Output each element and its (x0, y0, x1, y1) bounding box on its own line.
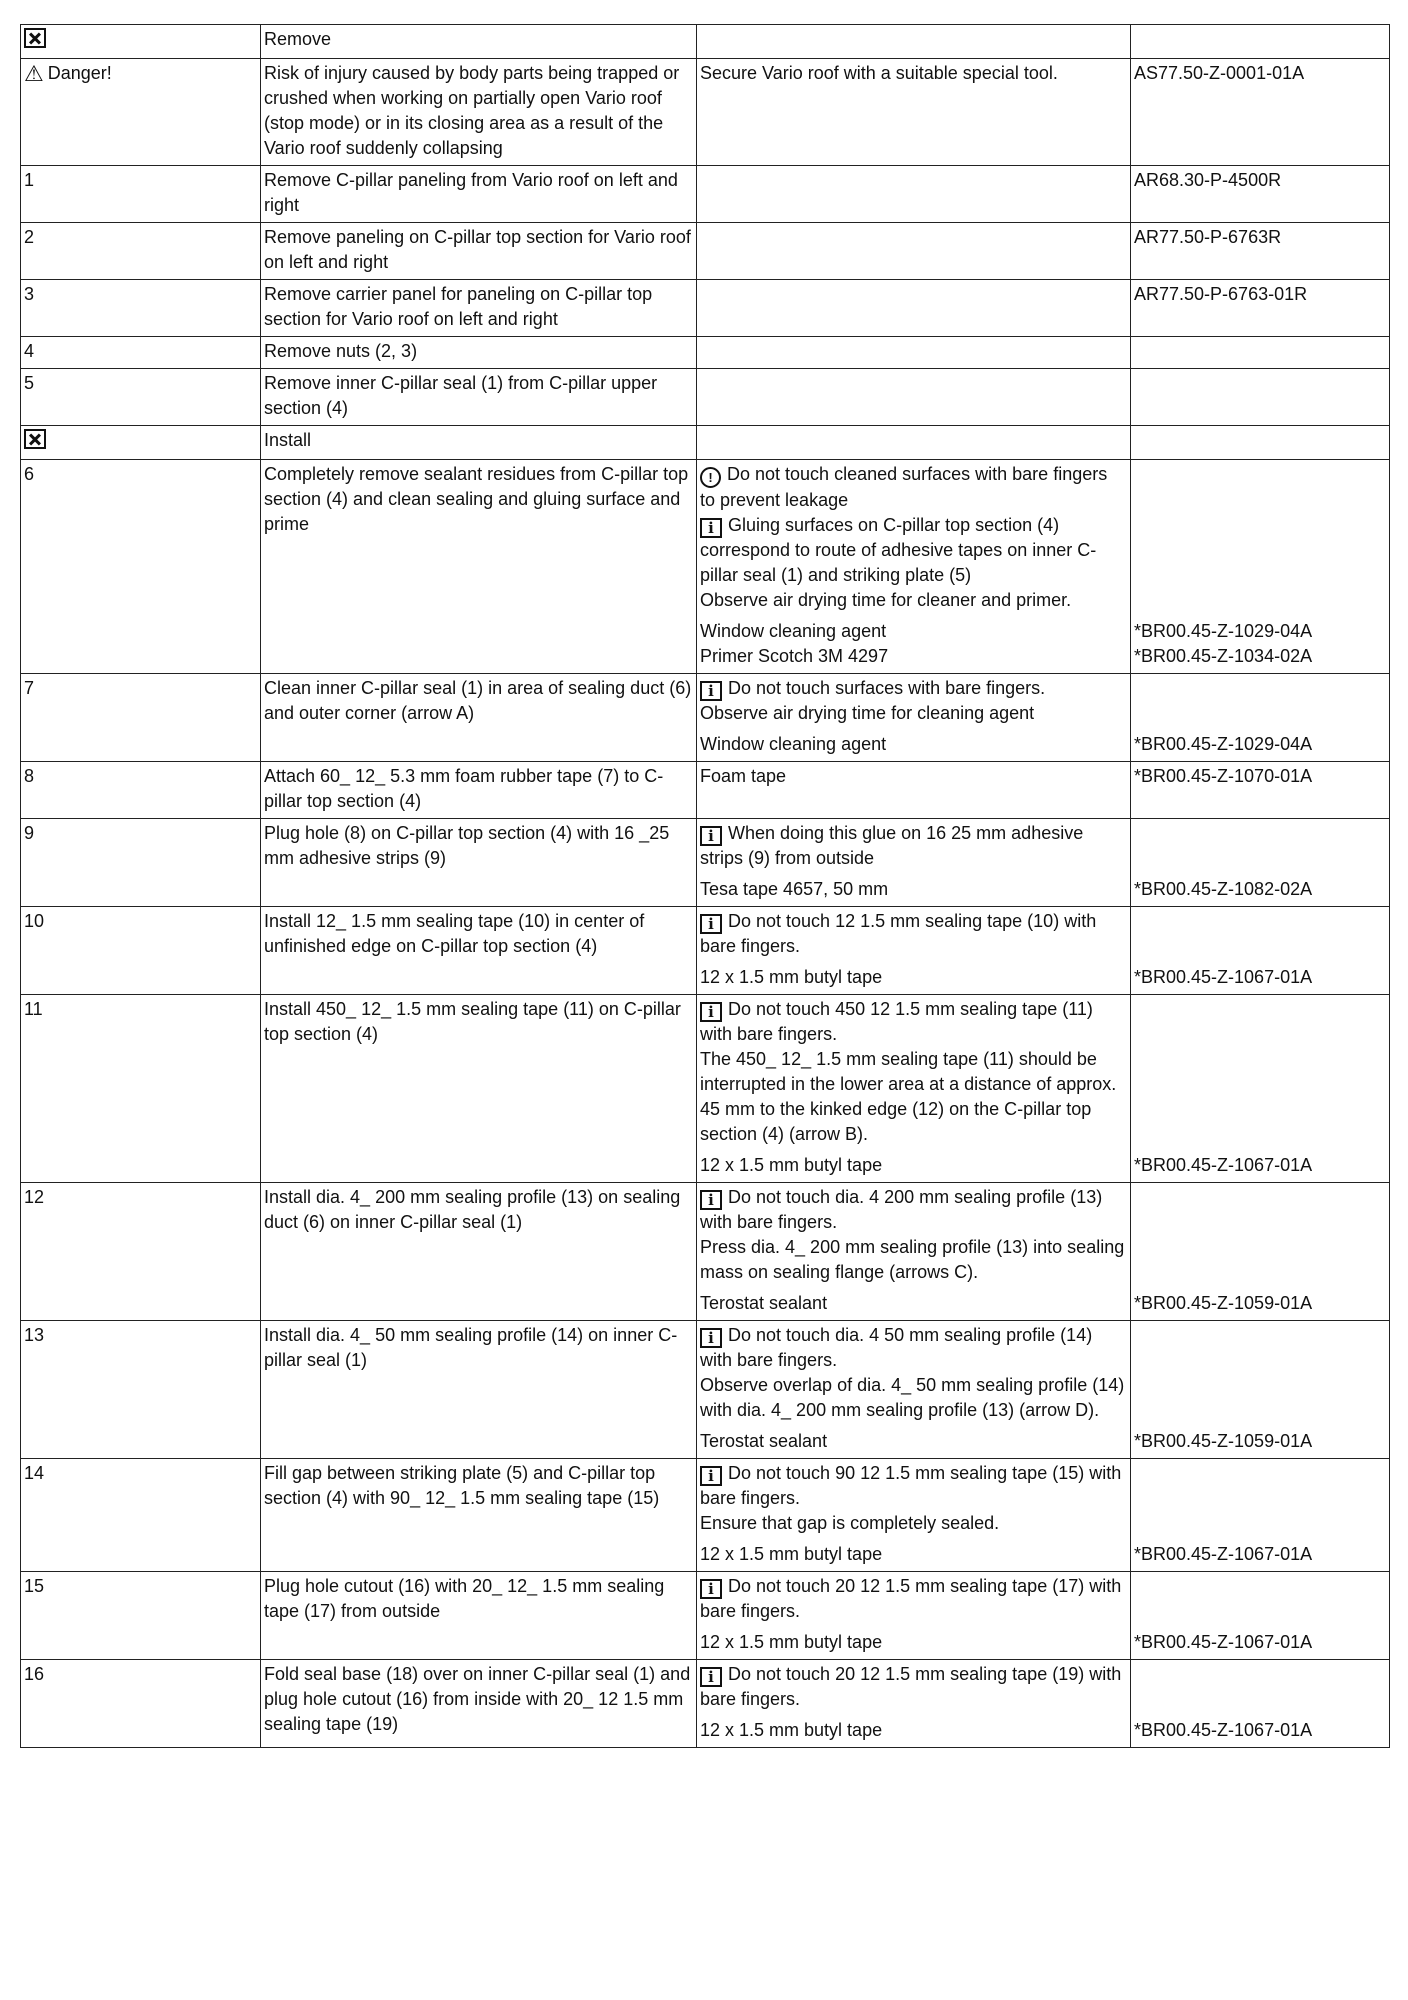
material-ref: *BR00.45-Z-1082-02A (1134, 879, 1313, 899)
step-text-cell (261, 907, 697, 995)
info-icon: i (700, 1667, 722, 1687)
step-ref-cell (1131, 369, 1390, 426)
step-text: Clean inner C-pillar seal (1) in area of sealing duct (6) and outer corner (arrow A) (264, 678, 692, 723)
empty-cell (1131, 426, 1390, 460)
material-ref: *BR00.45-Z-1067-01A (1134, 1155, 1313, 1175)
material-ref: *BR00.45-Z-1034-02A (1134, 646, 1313, 666)
section-row-remove (21, 25, 1390, 59)
step-number: 10 (24, 911, 45, 931)
step-text-cell (261, 819, 697, 907)
info-note (700, 1574, 1127, 1624)
step-text-cell (261, 1321, 697, 1459)
step-number: 14 (24, 1463, 45, 1483)
material-ref: *BR00.45-Z-1070-01A (1134, 766, 1313, 786)
step-number: 8 (24, 766, 35, 786)
section-row-install (21, 426, 1390, 460)
step-ref-cell (1131, 1459, 1390, 1572)
material-ref: *BR00.45-Z-1029-04A (1134, 734, 1313, 754)
step-text-cell (261, 337, 697, 369)
step-note-cell (697, 1321, 1131, 1459)
material-name: 12 x 1.5 mm butyl tape (700, 1155, 883, 1175)
step-text: Plug hole cutout (16) with 20_ 12_ 1.5 mm sealing tape (17) from outside (264, 1576, 665, 1621)
info-icon: i (700, 914, 722, 934)
material-name: 12 x 1.5 mm butyl tape (700, 1720, 883, 1740)
step-number-cell (21, 460, 261, 674)
step-ref-cell (1131, 1572, 1390, 1660)
step-text: Remove nuts (2, 3) (264, 341, 418, 361)
step-text-cell (261, 674, 697, 762)
danger-note: Secure Vario roof with a suitable special tool. (700, 63, 1058, 83)
step-text-cell (261, 166, 697, 223)
step-text: Install dia. 4_ 200 mm sealing profile (13) on sealing duct (6) on inner C-pillar seal (1) (264, 1187, 681, 1232)
step-number: 12 (24, 1187, 45, 1207)
step-number: 5 (24, 373, 35, 393)
info-note-text: Do not touch dia. 4 50 mm sealing profile (14) with bare fingers. (700, 1325, 1093, 1370)
step-note-cell (697, 907, 1131, 995)
procedure-table (20, 24, 1390, 1748)
step-number: 13 (24, 1325, 45, 1345)
step-row (21, 280, 1390, 337)
step-number: 3 (24, 284, 35, 304)
step-number-cell (21, 762, 261, 819)
step-note-cell (697, 223, 1131, 280)
step-row (21, 1572, 1390, 1660)
step-row (21, 995, 1390, 1183)
step-number-cell (21, 1572, 261, 1660)
info-icon: i (700, 1190, 722, 1210)
step-ref-cell (1131, 762, 1390, 819)
step-note-cell (697, 1459, 1131, 1572)
step-note-cell (697, 337, 1131, 369)
step-number: 2 (24, 227, 35, 247)
info-note-text: Do not touch surfaces with bare fingers. (728, 678, 1046, 698)
step-number-cell (21, 819, 261, 907)
info-icon: i (700, 518, 722, 538)
info-icon: i (700, 1002, 722, 1022)
section-label-cell (261, 426, 697, 460)
step-ref-cell (1131, 1183, 1390, 1321)
info-note (700, 1185, 1127, 1235)
material-ref: *BR00.45-Z-1067-01A (1134, 967, 1313, 987)
info-note (700, 513, 1127, 588)
step-ref-cell (1131, 166, 1390, 223)
step-ref-cell (1131, 1321, 1390, 1459)
section-label-cell (261, 25, 697, 59)
step-note-cell (697, 369, 1131, 426)
step-ref-cell (1131, 280, 1390, 337)
step-row (21, 762, 1390, 819)
material-name: Window cleaning agent (700, 734, 887, 754)
step-number: 9 (24, 823, 35, 843)
caution-icon: ! (700, 467, 721, 488)
step-text: Install dia. 4_ 50 mm sealing profile (14) on inner C-pillar seal (1) (264, 1325, 678, 1370)
info-note-text: Do not touch 20 12 1.5 mm sealing tape (17) with bare fingers. (700, 1576, 1122, 1621)
info-note-text: Gluing surfaces on C-pillar top section (4) correspond to route of adhesive tapes on inner C-pillar seal (1) and striking plate (5) (700, 515, 1097, 585)
step-number-cell (21, 166, 261, 223)
step-number: 11 (24, 999, 43, 1019)
step-note-cell (697, 995, 1131, 1183)
step-ref: AR77.50-P-6763R (1134, 227, 1282, 247)
danger-ref-cell (1131, 59, 1390, 166)
remove-tool-icon (24, 28, 46, 48)
info-note (700, 821, 1127, 871)
danger-ref: AS77.50-Z-0001-01A (1134, 63, 1305, 83)
step-row (21, 369, 1390, 426)
step-note-cell (697, 819, 1131, 907)
step-number-cell (21, 280, 261, 337)
empty-cell (697, 25, 1131, 59)
step-number-cell (21, 1321, 261, 1459)
danger-text: Risk of injury caused by body parts being trapped or crushed when working on partially open Vario roof (stop mode) or in its closing area as a result of the Vario roof suddenly collapsing (264, 63, 680, 158)
info-note (700, 676, 1127, 701)
info-note (700, 1461, 1127, 1511)
step-text-cell (261, 995, 697, 1183)
step-ref-cell (1131, 223, 1390, 280)
extra-note: Ensure that gap is completely sealed. (700, 1513, 1000, 1533)
step-row (21, 1183, 1390, 1321)
step-text: Completely remove sealant residues from C-pillar top section (4) and clean sealing and gluing surface and prime (264, 464, 689, 534)
step-text: Remove inner C-pillar seal (1) from C-pillar upper section (4) (264, 373, 658, 418)
step-text-cell (261, 1183, 697, 1321)
info-note (700, 909, 1127, 959)
step-row (21, 460, 1390, 674)
warning-triangle-icon: ⚠ (24, 61, 44, 86)
step-number: 15 (24, 1576, 45, 1596)
material-name: 12 x 1.5 mm butyl tape (700, 1544, 883, 1564)
step-ref: AR77.50-P-6763-01R (1134, 284, 1308, 304)
step-text-cell (261, 369, 697, 426)
material-ref: *BR00.45-Z-1059-01A (1134, 1431, 1313, 1451)
material-name: Terostat sealant (700, 1431, 828, 1451)
step-note-cell (697, 674, 1131, 762)
info-icon: i (700, 1328, 722, 1348)
step-note-cell (697, 1183, 1131, 1321)
step-number-cell (21, 369, 261, 426)
step-text-cell (261, 762, 697, 819)
empty-cell (697, 426, 1131, 460)
step-row (21, 1321, 1390, 1459)
extra-note: Press dia. 4_ 200 mm sealing profile (13) into sealing mass on sealing flange (arrows C). (700, 1237, 1125, 1282)
step-number-cell (21, 1660, 261, 1748)
step-number: 16 (24, 1664, 45, 1684)
step-text: Remove paneling on C-pillar top section for Vario roof on left and right (264, 227, 691, 272)
step-ref-cell (1131, 460, 1390, 674)
step-note-cell (697, 762, 1131, 819)
extra-note: Observe air drying time for cleaning agent (700, 703, 1035, 723)
caution-note (700, 462, 1127, 513)
step-number-cell (21, 907, 261, 995)
step-text: Remove carrier panel for paneling on C-pillar top section for Vario roof on left and right (264, 284, 653, 329)
step-number-cell (21, 1183, 261, 1321)
step-number-cell (21, 674, 261, 762)
step-row (21, 337, 1390, 369)
material-ref: *BR00.45-Z-1067-01A (1134, 1720, 1313, 1740)
step-note-cell (697, 460, 1131, 674)
step-row (21, 1459, 1390, 1572)
info-note-text: Do not touch 20 12 1.5 mm sealing tape (19) with bare fingers. (700, 1664, 1122, 1709)
step-text-cell (261, 1660, 697, 1748)
material-name: 12 x 1.5 mm butyl tape (700, 1632, 883, 1652)
step-ref-cell (1131, 907, 1390, 995)
step-ref: AR68.30-P-4500R (1134, 170, 1282, 190)
step-text: Plug hole (8) on C-pillar top section (4) with 16 _25 mm adhesive strips (9) (264, 823, 670, 868)
step-text-cell (261, 223, 697, 280)
step-number: 7 (24, 678, 35, 698)
danger-text-cell (261, 59, 697, 166)
step-ref-cell (1131, 337, 1390, 369)
step-number-cell (21, 1459, 261, 1572)
section-icon-cell (21, 426, 261, 460)
step-note-cell (697, 166, 1131, 223)
material-name: 12 x 1.5 mm butyl tape (700, 967, 883, 987)
info-note-text: Do not touch 90 12 1.5 mm sealing tape (15) with bare fingers. (700, 1463, 1122, 1508)
step-row (21, 907, 1390, 995)
info-note-text: When doing this glue on 16 25 mm adhesive strips (9) from outside (700, 823, 1084, 868)
empty-cell (1131, 25, 1390, 59)
step-note-cell (697, 1572, 1131, 1660)
info-note (700, 1662, 1127, 1712)
step-row (21, 674, 1390, 762)
step-text: Remove C-pillar paneling from Vario roof on left and right (264, 170, 678, 215)
material-ref: *BR00.45-Z-1067-01A (1134, 1544, 1313, 1564)
danger-label: Danger! (47, 63, 112, 83)
info-icon: i (700, 1466, 722, 1486)
danger-row (21, 59, 1390, 166)
step-note-cell (697, 1660, 1131, 1748)
extra-note: The 450_ 12_ 1.5 mm sealing tape (11) should be interrupted in the lower area at a distance of approx. 45 mm to the kinked edge (12) on the C-pillar top section (4) (arrow B). (700, 1049, 1117, 1144)
danger-label-cell (21, 59, 261, 166)
extra-note: Observe overlap of dia. 4_ 50 mm sealing profile (14) with dia. 4_ 200 mm sealing profile (13) (arrow D). (700, 1375, 1125, 1420)
caution-note-text: Do not touch cleaned surfaces with bare fingers to prevent leakage (700, 464, 1108, 510)
step-number: 1 (24, 170, 35, 190)
material-name: Primer Scotch 3M 4297 (700, 646, 889, 666)
section-label-remove: Remove (264, 29, 332, 49)
info-note (700, 997, 1127, 1047)
step-row (21, 819, 1390, 907)
install-tool-icon (24, 429, 46, 449)
step-text: Fold seal base (18) over on inner C-pillar seal (1) and plug hole cutout (16) from inside with 20_ 12 1.5 mm sealing tape (19) (264, 1664, 691, 1734)
step-text: Install 450_ 12_ 1.5 mm sealing tape (11) on C-pillar top section (4) (264, 999, 681, 1044)
material-name: Foam tape (700, 766, 787, 786)
info-icon: i (700, 826, 722, 846)
step-number-cell (21, 995, 261, 1183)
step-ref-cell (1131, 674, 1390, 762)
step-row (21, 1660, 1390, 1748)
material-name: Window cleaning agent (700, 621, 887, 641)
material-ref: *BR00.45-Z-1067-01A (1134, 1632, 1313, 1652)
step-text-cell (261, 280, 697, 337)
step-text-cell (261, 1572, 697, 1660)
step-text-cell (261, 460, 697, 674)
section-icon-cell (21, 25, 261, 59)
step-text: Attach 60_ 12_ 5.3 mm foam rubber tape (7) to C-pillar top section (4) (264, 766, 664, 811)
step-ref-cell (1131, 1660, 1390, 1748)
step-text-cell (261, 1459, 697, 1572)
info-note-text: Do not touch dia. 4 200 mm sealing profile (13) with bare fingers. (700, 1187, 1103, 1232)
step-ref-cell (1131, 819, 1390, 907)
material-ref: *BR00.45-Z-1029-04A (1134, 621, 1313, 641)
info-note-text: Do not touch 12 1.5 mm sealing tape (10) with bare fingers. (700, 911, 1097, 956)
step-number-cell (21, 223, 261, 280)
info-note (700, 1323, 1127, 1373)
step-number: 4 (24, 341, 35, 361)
info-note-text: Do not touch 450 12 1.5 mm sealing tape (11) with bare fingers. (700, 999, 1093, 1044)
danger-note-cell (697, 59, 1131, 166)
info-icon: i (700, 1579, 722, 1599)
step-row (21, 223, 1390, 280)
info-icon: i (700, 681, 722, 701)
section-label-install: Install (264, 430, 312, 450)
material-name: Terostat sealant (700, 1293, 828, 1313)
step-number-cell (21, 337, 261, 369)
step-number: 6 (24, 464, 35, 484)
step-ref-cell (1131, 995, 1390, 1183)
procedure-table-body (21, 25, 1390, 1748)
step-text: Fill gap between striking plate (5) and C-pillar top section (4) with 90_ 12_ 1.5 mm sealing tape (15) (264, 1463, 660, 1508)
step-text: Install 12_ 1.5 mm sealing tape (10) in center of unfinished edge on C-pillar top section (4) (264, 911, 645, 956)
material-name: Tesa tape 4657, 50 mm (700, 879, 889, 899)
material-ref: *BR00.45-Z-1059-01A (1134, 1293, 1313, 1313)
step-row (21, 166, 1390, 223)
extra-note: Observe air drying time for cleaner and primer. (700, 590, 1072, 610)
step-note-cell (697, 280, 1131, 337)
